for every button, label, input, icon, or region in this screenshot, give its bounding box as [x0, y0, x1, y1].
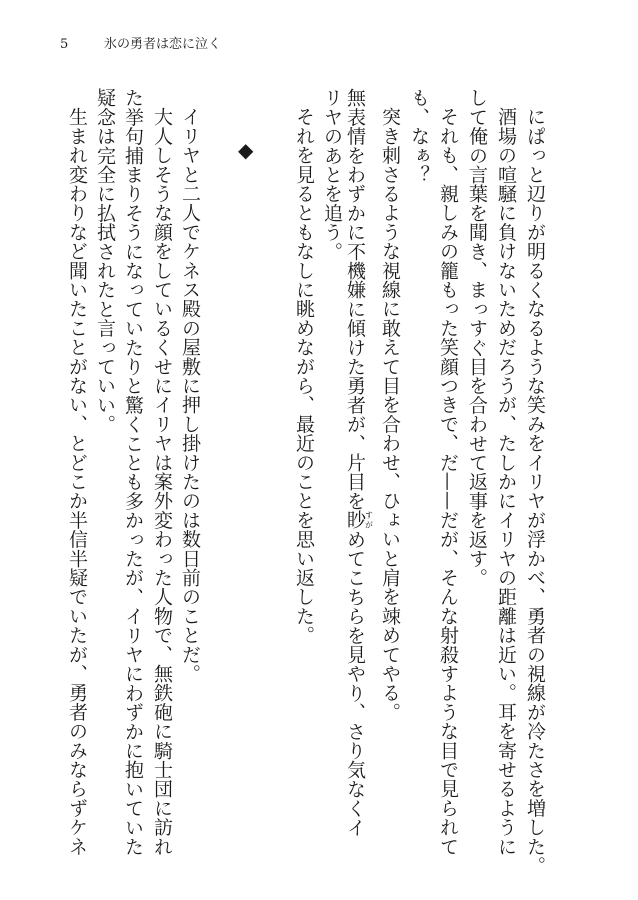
text-segment: めてこちらを見やり、さり気なくイ: [344, 529, 366, 837]
text-column: も、なぁ？: [408, 88, 430, 184]
text-column: イリヤと二人でケネス殿の屋敷に押し掛けたのは数日前のことだ。: [179, 107, 201, 683]
text-column: リヤのあとを追う。: [321, 88, 343, 261]
text-column: して俺の言葉を聞き、まっすぐ目を合わせて返事を返す。: [466, 88, 488, 588]
text-column: 大人しそうな顔をしているくせにイリヤは案外変わった人物で、無鉄砲に騎士団に訪れ: [151, 107, 173, 856]
text-column: にぱっと辺りが明るくなるような笑みをイリヤが浮かべ、勇者の視線が冷たさを増した。: [524, 107, 546, 875]
text-segment: 無表情をわずかに不機嫌に傾けた勇者が、片目を: [344, 88, 366, 511]
text-column: 酒場の喧騒に負けないためだろうが、たしかにイリヤの距離は近い。耳を寄せるように: [495, 107, 517, 856]
text-column: 突き刺さるような視線に敢えて目を合わせ、ひょいと肩を竦めてやる。: [379, 107, 401, 722]
text-column: た挙句捕まりそうになっていたりと驚くことも多かったが、イリヤにわずかに抱いていた: [122, 88, 144, 856]
text-column: それも、親しみの籠もった笑顔つきで、だ——だが、そんな射殺すような目で見られて: [437, 107, 459, 856]
running-title: 氷の勇者は恋に泣く: [104, 37, 222, 52]
text-column: 疑念は完全に払拭されたと言っていい。: [94, 88, 116, 434]
page-number: 5: [60, 37, 69, 52]
ruby-word: [344, 510, 374, 530]
text-column: 生まれ変わりなど聞いたことがない、とどこか半信半疑でいたが、勇者のみならずケネ: [66, 107, 88, 856]
text-column-with-ruby: [344, 88, 374, 868]
ruby-reading: すが: [364, 510, 374, 530]
ruby-base: 眇: [344, 510, 366, 530]
scene-break-diamond: ◆: [238, 138, 254, 162]
text-column: それを見るともなしに眺めながら、最近のことを思い返した。: [293, 107, 315, 645]
